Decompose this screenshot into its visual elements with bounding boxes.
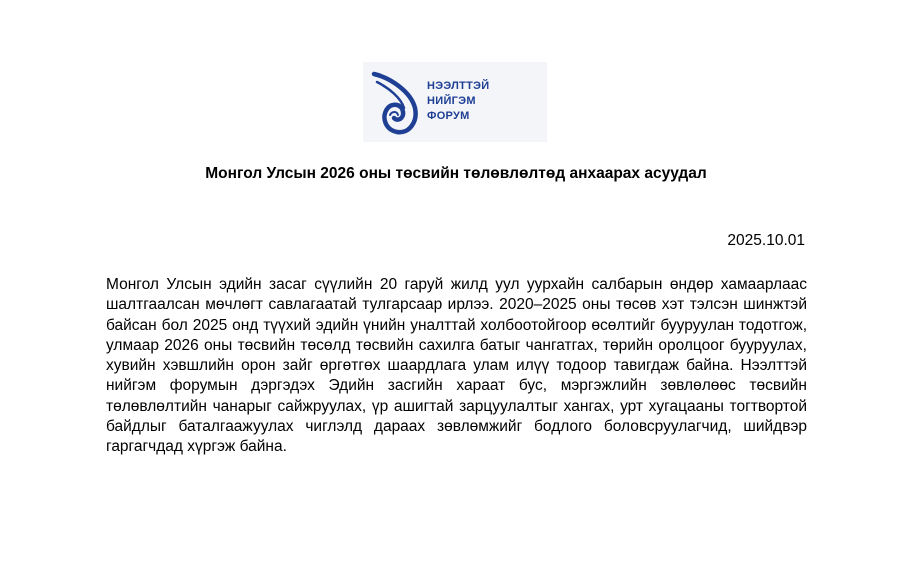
swirl-logo-icon	[371, 68, 419, 136]
logo-line-1: НЭЭЛТТЭЙ	[427, 80, 490, 92]
document-title: Монгол Улсын 2026 оны төсвийн төлөвлөлтөд анхаарах асуудал	[205, 165, 707, 182]
body-paragraph: Монгол Улсын эдийн засаг сүүлийн 20 гаруй жилд уул уурхайн салбарын өндөр хамаарлаас шалтгаалсан мөчлөгт савлагаатай тулгарсаар ирлээ. 2020–2025 оны төсөв хэт тэлсэн шинжтэй байсан бол 2025 онд түүхий эдийн үнийн уналттай холбоотойгоор өсөлтийг бууруулан тодотгож, улмаар 2026 оны төсвийн төсөлд төсвийн сахилга батыг чангатгах, төрийн оролцоог бууруулах, хувийн хэвшлийн орон зайг өргөтгөх шаардлага улам илүү тодоор тавигдаж байна. Нээлттэй нийгэм форумын дэргэдэх Эдийн засгийн хараат бус, мэргэжлийн зөвлөлөөс төсвийн төлөвлөлтийн чанарыг сайжруулах, үр ашигтай зарцуулалтыг хангах, урт хугацааны тогтвортой байдлыг баталгаажуулах чиглэлд дараах зөвлөмжийг бодлого боловсруулагчид, шийдвэр гаргагчдад хүргэж байна.	[106, 276, 807, 456]
logo-line-2: НИЙГЭМ	[427, 95, 476, 107]
logo-wordmark	[427, 79, 489, 124]
organization-logo	[363, 62, 547, 142]
logo-line-3: ФОРУМ	[427, 110, 470, 122]
document-date: 2025.10.01	[727, 232, 805, 249]
